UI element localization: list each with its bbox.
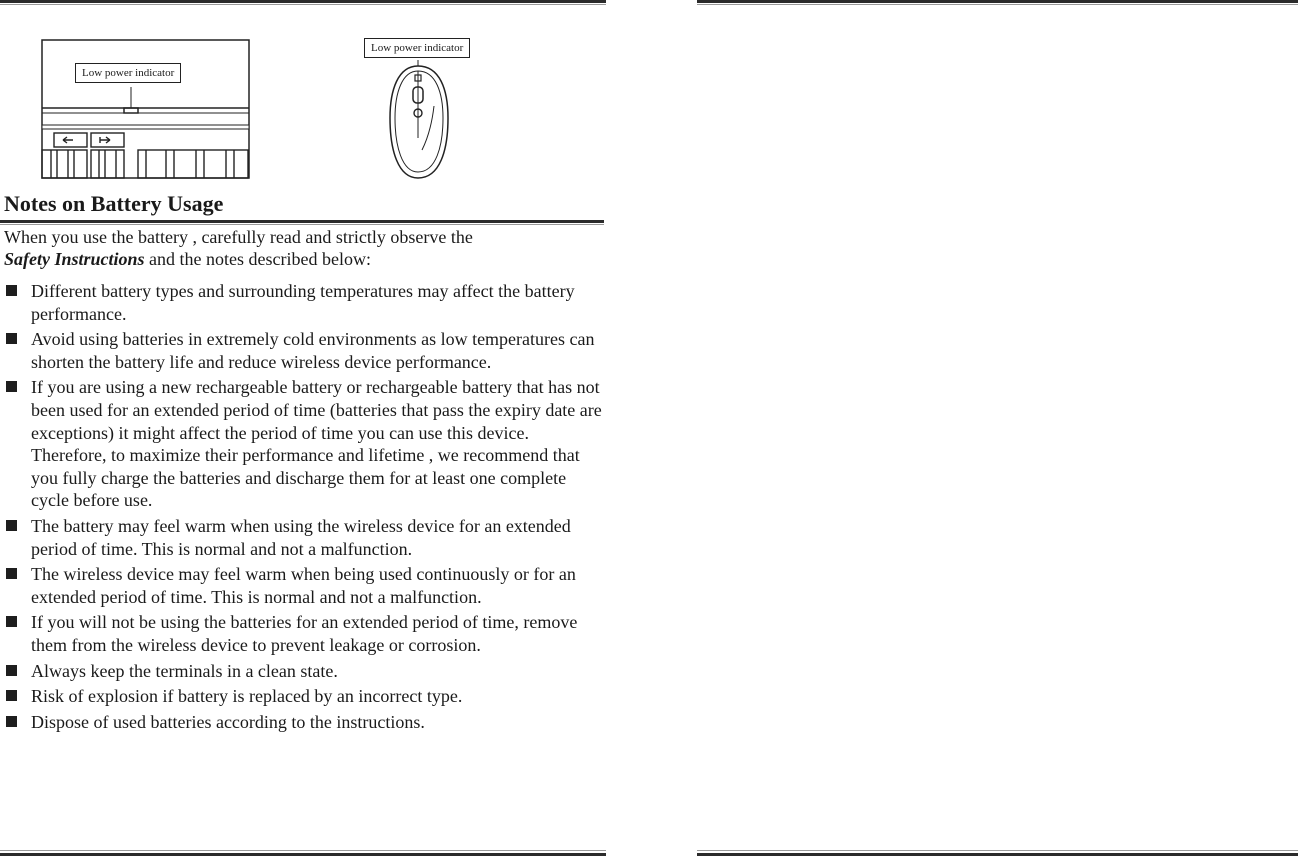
list-item [4,376,602,512]
mouse-drawing [362,38,474,184]
keyboard-illustration [41,39,251,179]
right-page [697,0,1298,857]
list-item [4,563,602,608]
mouse-illustration [362,38,474,184]
list-item-text: Avoid using batteries in extremely cold environments as low temperatures can shorten the battery life and reduce wireless device performance. [31,329,595,372]
bullet-square-icon [6,568,17,579]
intro-text: When you use the battery , carefully read and strictly observe the [4,227,473,247]
list-item-text: Different battery types and surrounding temperatures may affect the battery performance. [31,281,575,324]
list-item-text: If you will not be using the batteries for an extended period of time, remove them from the wireless device to prevent leakage or corrosion. [31,612,578,655]
list-item [4,280,602,325]
page-top-rule [0,0,606,3]
heading-rule [0,220,604,223]
page-bottom-rule [697,853,1298,856]
list-item-text: The battery may feel warm when using the wireless device for an extended period of time. This is normal and not a malfunction. [31,515,571,559]
safety-instructions-emphasis: Safety Instructions [4,249,145,269]
list-item [4,611,602,656]
list-item-text: Always keep the terminals in a clean state. [31,660,338,681]
list-item-text: Risk of explosion if battery is replaced by an incorrect type. [31,686,463,707]
list-item [4,660,602,683]
keyboard-low-power-callout: Low power indicator [75,63,181,83]
list-item [4,711,602,734]
page-top-rule [697,0,1298,3]
list-item [4,685,602,708]
keyboard-drawing [41,39,251,179]
section-heading: Notes on Battery Usage [4,191,224,216]
left-page [0,0,606,857]
bullet-square-icon [6,690,17,701]
list-item [4,515,602,560]
list-item-text: If you are using a new rechargeable battery or rechargeable battery that has not been used for an extended period of time (batteries that pass the expiry date are exceptions) it might affect the period of time you can use this device. Therefore, to maximize their performance and lifetime , we recommend that you fully charge the batteries and discharge them for at least one complete cycle before use. [31,377,602,511]
bullet-square-icon [6,381,17,392]
page-bottom-rule [0,853,606,856]
bullet-square-icon [6,665,17,676]
list-item-text: The wireless device may feel warm when being used continuously or for an extended period of time. This is normal and not a malfunction. [31,564,576,607]
mouse-low-power-callout: Low power indicator [364,38,470,58]
bullet-square-icon [6,716,17,727]
bullet-square-icon [6,333,17,344]
list-item [4,328,602,373]
battery-notes-list [4,280,602,736]
intro-paragraph [4,226,602,270]
intro-text-end: and the notes described below: [144,249,371,269]
bullet-square-icon [6,285,17,296]
bullet-square-icon [6,520,17,531]
bullet-square-icon [6,616,17,627]
list-item-text: Dispose of used batteries according to the instructions. [31,711,425,732]
